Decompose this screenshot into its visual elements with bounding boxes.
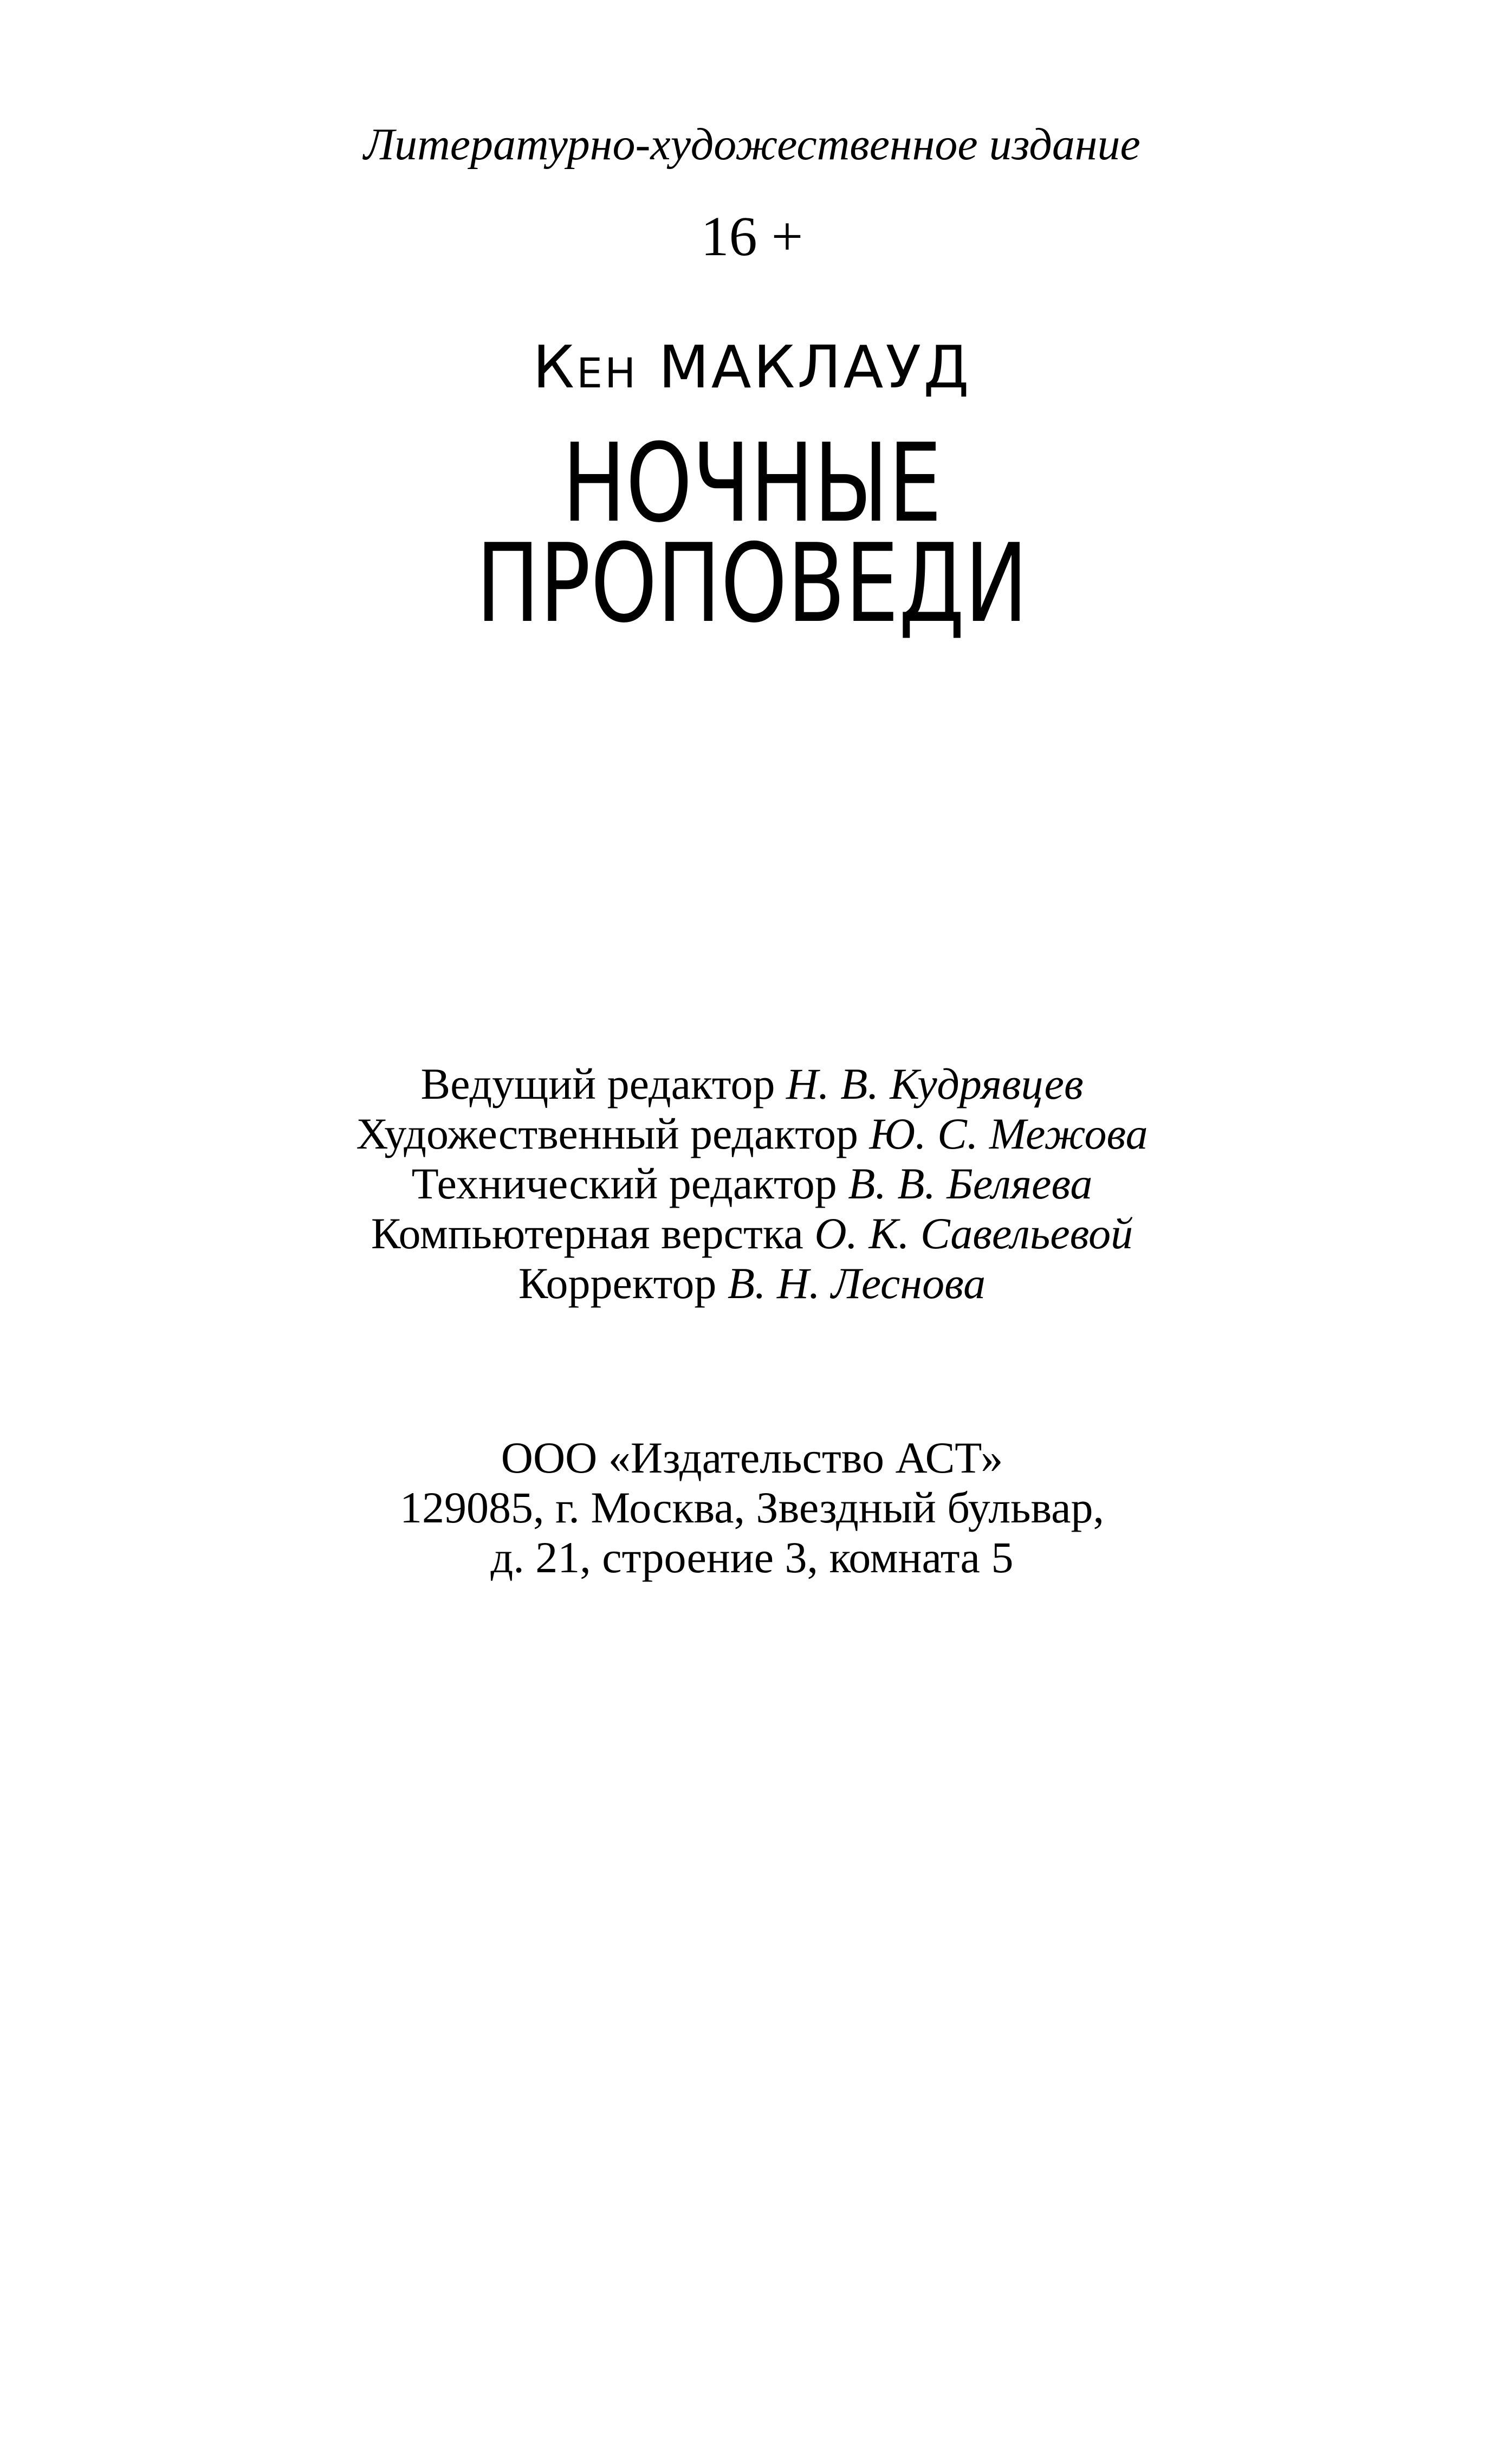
title-line-2: ПРОПОВЕДИ [476,521,1028,647]
book-title [165,420,1338,647]
author-name [0,334,1504,401]
credit-role: Ведущий редактор [420,1059,775,1108]
title-line-1: НОЧНЫЕ [562,420,942,547]
author-last-name: МАКЛАУД [658,334,971,401]
credit-role: Технический редактор [411,1159,837,1208]
edition-type: Литературно-художественное издание [364,119,1140,170]
age-rating: 16 + [701,205,803,268]
publisher-name: ООО «Издательство АСТ» [501,1433,1003,1482]
credit-person: В. Н. Леснова [727,1259,986,1308]
credit-person: Н. В. Кудрявцев [786,1059,1084,1108]
publisher-address-line-1: 129085, г. Москва, Звездный бульвар, [399,1483,1105,1532]
credit-row [0,1109,1504,1159]
credit-role: Компьютерная верстка [371,1209,803,1258]
credit-role: Художественный редактор [356,1109,858,1158]
credit-row [0,1159,1504,1209]
credit-row [0,1259,1504,1308]
publisher-address-line-2: д. 21, строение 3, комната 5 [490,1533,1014,1582]
publisher-block [0,1433,1504,1583]
credit-person: Ю. С. Межова [869,1109,1148,1158]
credit-row [0,1209,1504,1259]
credits-block [0,1059,1504,1308]
credit-person: О. К. Савельевой [814,1209,1133,1258]
credit-row [0,1059,1504,1109]
credit-person: В. В. Беляева [848,1159,1093,1208]
author-first-name: Кен [533,334,638,401]
credit-role: Корректор [518,1259,717,1308]
